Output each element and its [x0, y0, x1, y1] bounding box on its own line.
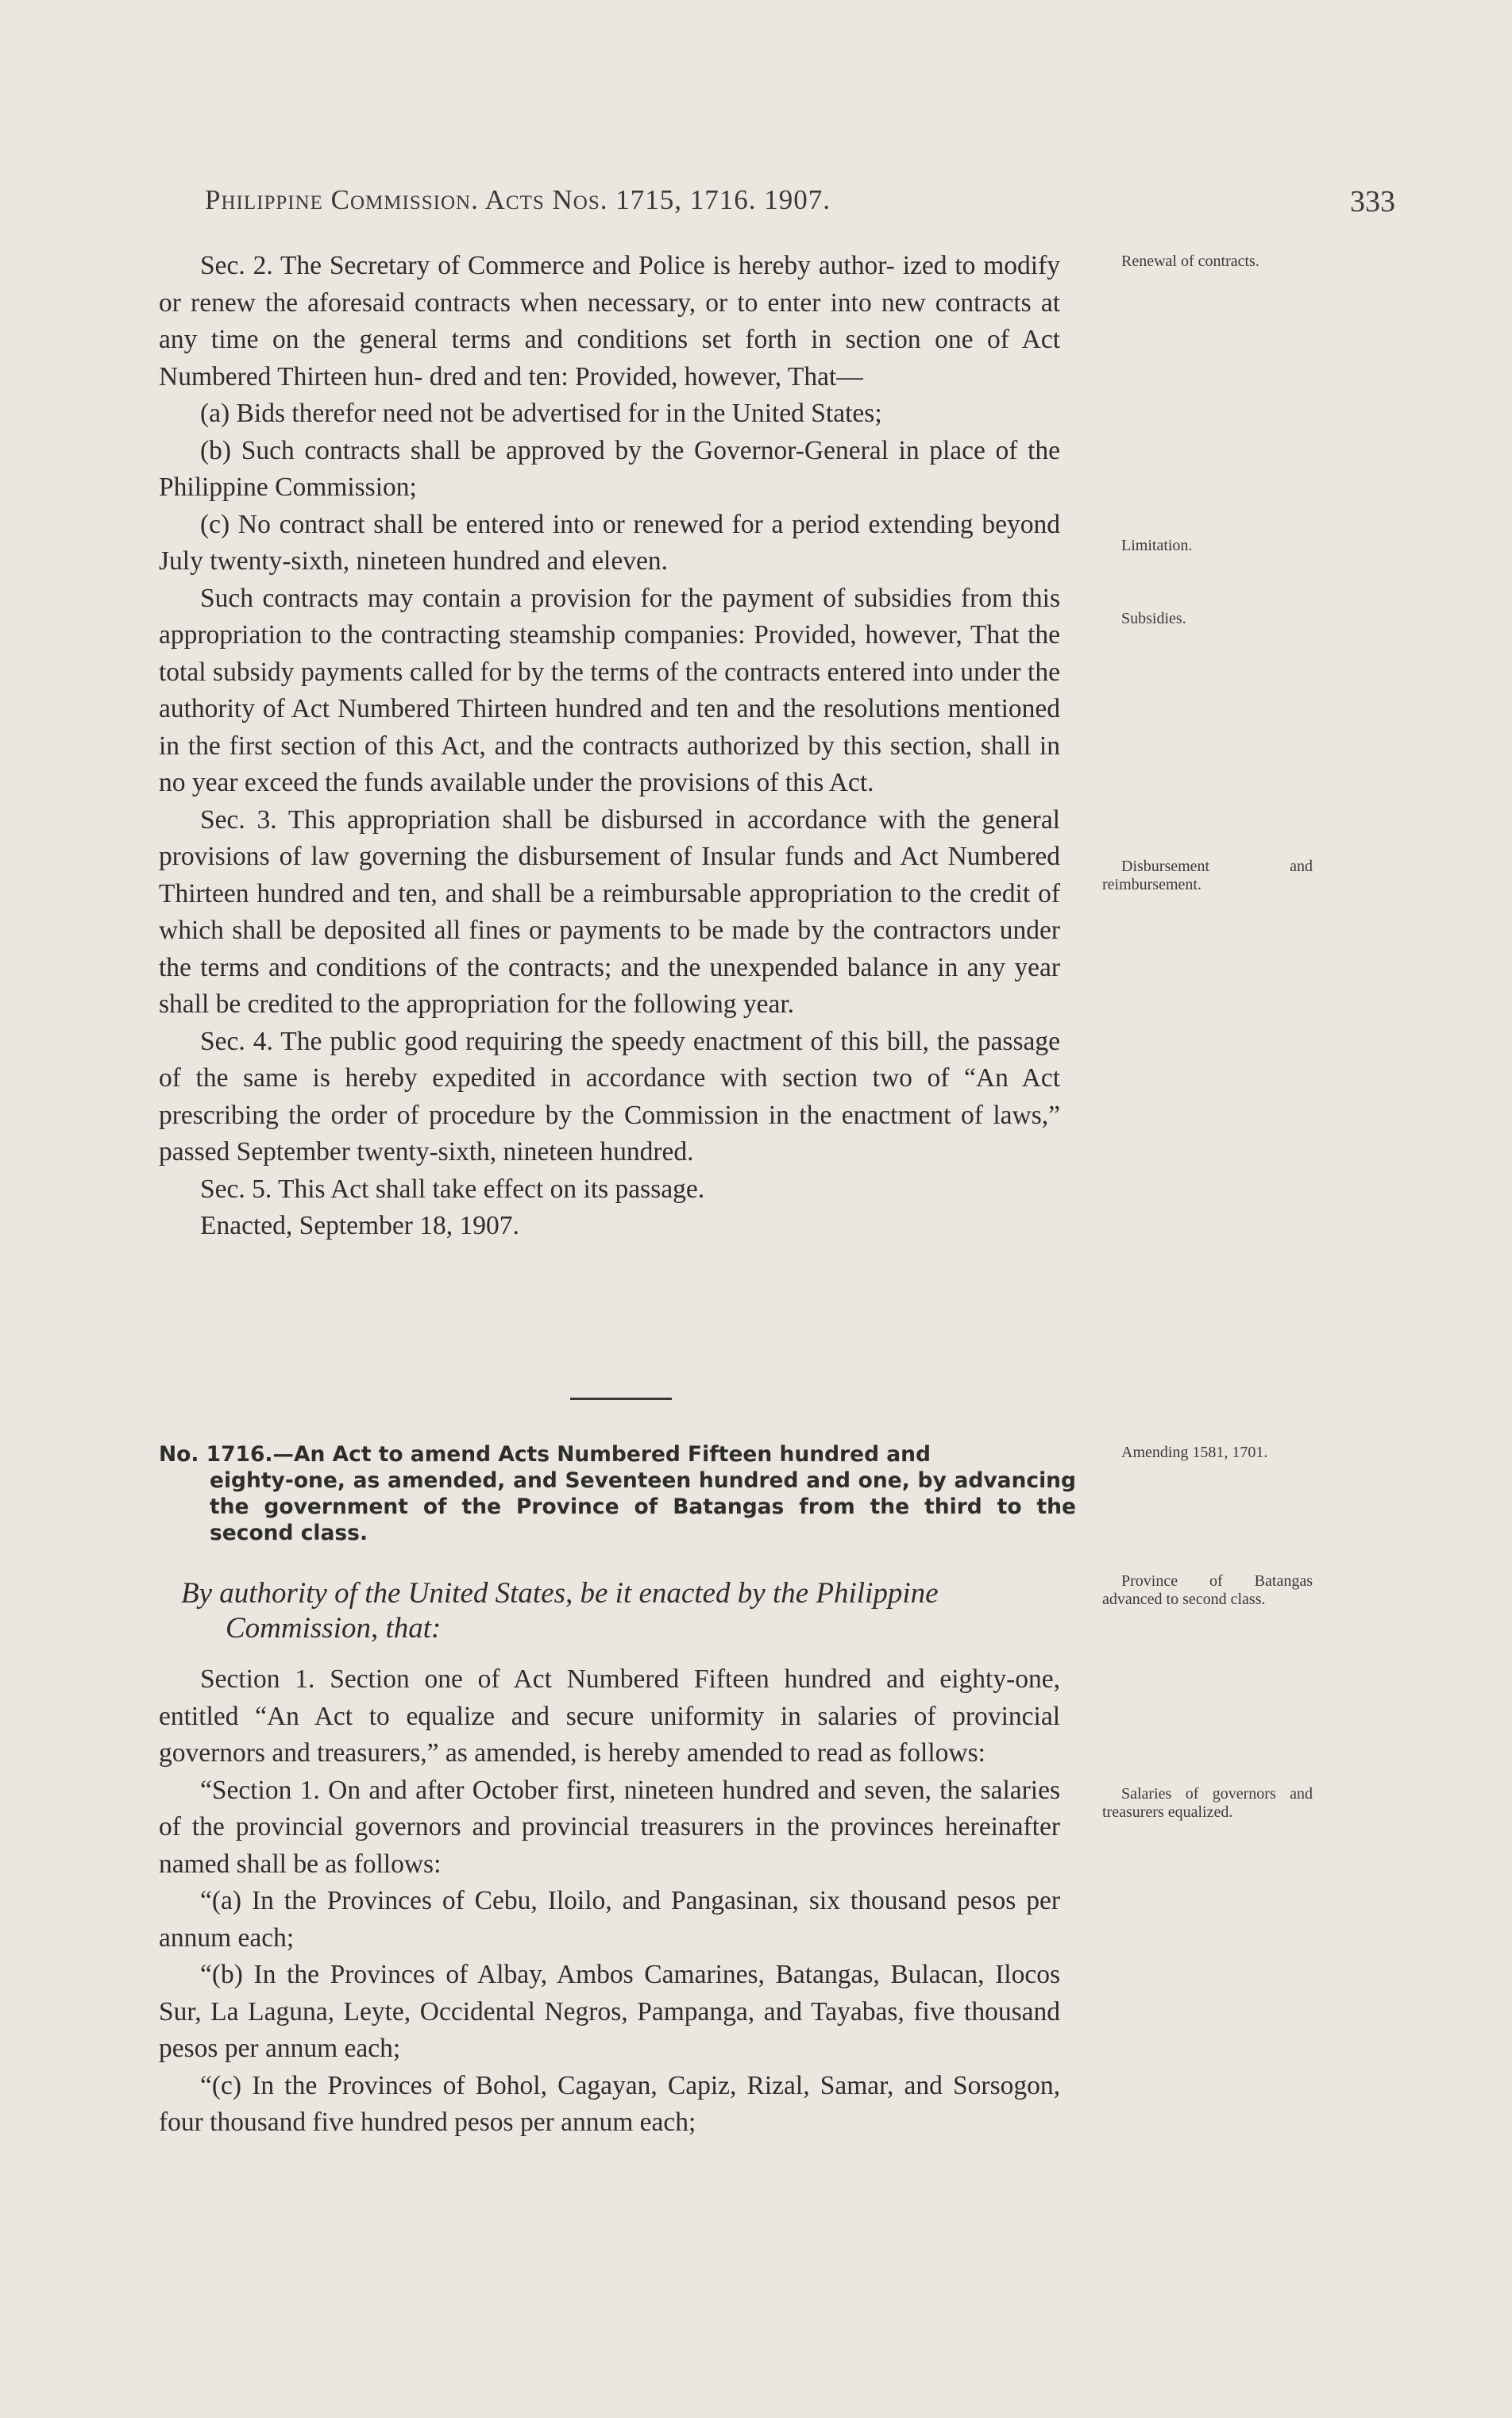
sec3-paragraph: Sec. 3. This appropriation shall be disbursed in accordance with the general provisions of law governing the disbursement of Insular funds and Act Numbered Thirteen hundred and ten, and shall be a reimbursable appropriation to the credit of which shall be deposited all fines or payments to be made by the contractors under the terms and conditions of the contracts; and the unexpended balance in any year shall be credited to the appropriation for the following year.: [159, 804, 1060, 1019]
act-1716-heading-line1: No. 1716.—An Act to amend Acts Numbered Fifteen hundred and: [159, 1442, 931, 1467]
margin-note-renewal-text: Renewal of contracts.: [1121, 253, 1259, 270]
margin-note-limitation-text: Limitation.: [1121, 537, 1193, 554]
quoted-clause-b: “(b) In the Provinces of Albay, Ambos Camarines, Batangas, Bulacan, Ilocos Sur, La Laguna, Leyte, Occidental Negros, Pampanga, and Tayabas, five thousand pesos per annum each;: [159, 1960, 1060, 2063]
running-head: [205, 184, 831, 216]
margin-note-batangas-text: Province of Batangas advanced to second class.: [1102, 1572, 1313, 1608]
sec2-line-2: ized to modify or renew the aforesaid contracts when necessary, or: [159, 251, 1061, 318]
enacting-line-2: Commission, that:: [226, 1612, 442, 1645]
margin-note-disbursement: [1102, 858, 1313, 894]
act-1716-section1: Section 1. Section one of Act Numbered Fifteen hundred and eighty-one, entitled “An Act to equalize and secure uniformity in salaries of provincial governors and treasurers,” as amended, is hereby amended to read as follows:: [159, 1664, 1060, 1768]
sec2-clause-b: (b) Such contracts shall be approved by the Governor-General in place of the Philippine Commission;: [159, 435, 1060, 502]
act-1716-body: [159, 1661, 1060, 2142]
quoted-section1: “Section 1. On and after October first, nineteen hundred and seven, the salaries of the provincial governors and provincial treasurers in the provinces hereinafter named shall be as follows:: [159, 1775, 1060, 1879]
act-1715-sec2: [159, 248, 1060, 1245]
sec4-paragraph: Sec. 4. The public good requiring the speedy enactment of this bill, the passage of the same is hereby expedited in accordance with section two of “An Act prescribing the order of procedure by the Commission in the enactment of laws,” passed September twenty-sixth, nineteen hundred.: [159, 1026, 1060, 1167]
sec2-line-5: dred and ten: Provided, however, That—: [429, 361, 863, 391]
sec2-paragraph: [159, 248, 1060, 395]
sec2-line-1: Sec. 2. The Secretary of Commerce and Police is hereby author-: [200, 251, 895, 280]
sec2-subsidies: Such contracts may contain a provision for the payment of subsidies from this appropriation to the contracting steamship companies: Provided, however, That the total subsidy payments called for by the terms of the contracts entered into under the authority of Act Numbered Thirteen hundred and ten and the resolutions mentioned in the first section of this Act, and the contracts authorized by this section, shall in no year exceed the funds available under the provisions of this Act.: [159, 583, 1060, 797]
sec5-paragraph: Sec. 5. This Act shall take effect on its passage.: [200, 1174, 705, 1204]
enacting-clause: [181, 1576, 1078, 1646]
sec2-clause-c: (c) No contract shall be entered into or renewed for a period extending beyond July twenty-sixth, nineteen hundred and eleven.: [159, 509, 1060, 576]
margin-note-subsidies-text: Subsidies.: [1121, 610, 1186, 627]
margin-note-subsidies: [1102, 610, 1313, 628]
margin-note-disbursement-text: Disbursement and reimbursement.: [1102, 858, 1313, 893]
quoted-clause-a: “(a) In the Provinces of Cebu, Iloilo, and Pangasinan, six thousand pesos per annum each;: [159, 1886, 1060, 1953]
act-1716-heading: [159, 1441, 1076, 1546]
margin-note-amending-text: Amending 1581, 1701.: [1121, 1444, 1268, 1461]
running-head-text: Philippine Commission. Acts Nos. 1715, 1716. 1907.: [205, 184, 831, 215]
margin-note-salaries-text: Salaries of governors and treasurers equalized.: [1102, 1785, 1313, 1821]
quoted-clause-c: “(c) In the Provinces of Bohol, Cagayan, Capiz, Rizal, Samar, and Sorsogon, four thousand five hundred pesos per annum each;: [159, 2070, 1060, 2137]
margin-note-limitation: [1102, 537, 1313, 555]
section-divider-rule: [570, 1398, 672, 1400]
enacting-line-1: By authority of the United States, be it enacted by the Philippine: [181, 1577, 939, 1610]
sec2-line-4: conditions set forth in section one of Act Numbered Thirteen hun-: [159, 325, 1061, 391]
margin-note-renewal: [1102, 253, 1313, 271]
margin-note-batangas: [1102, 1572, 1313, 1609]
act-1716-heading-rest: eighty-one, as amended, and Seventeen hundred and one, by advancing the government of the Province of Batangas from the third to the second class.: [210, 1468, 1076, 1545]
margin-note-salaries: [1102, 1785, 1313, 1822]
margin-note-amending: [1102, 1444, 1313, 1462]
page-number: 333: [1350, 185, 1395, 218]
enacted-date: Enacted, September 18, 1907.: [200, 1211, 519, 1240]
sec2-clause-a: (a) Bids therefor need not be advertised for in the United States;: [200, 399, 882, 428]
sec2-line-3: to enter into new contracts at any time on the general terms and: [159, 287, 1061, 354]
